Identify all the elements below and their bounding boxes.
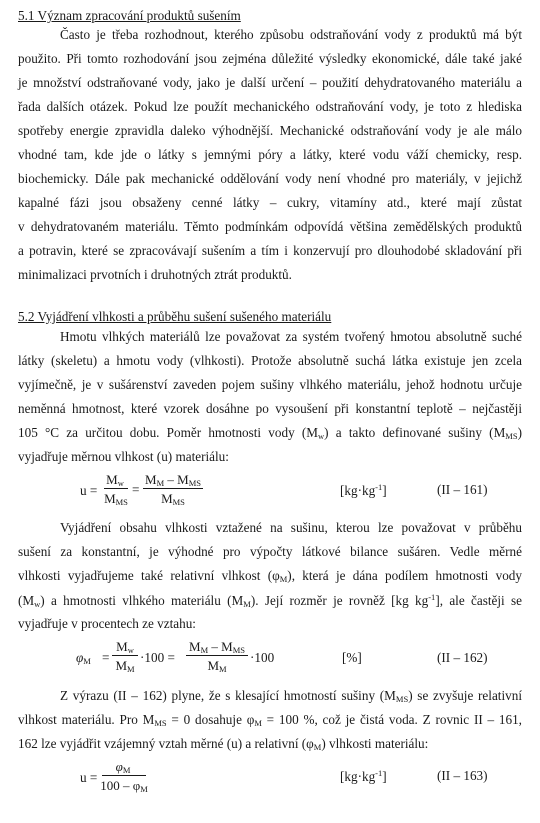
eq-numerator: $M_w$ <box>116 639 134 655</box>
fraction-bar <box>112 655 138 656</box>
eq-denominator: $100 - \varphi_M$ <box>100 778 148 794</box>
eq-number: (II – 162) <box>437 650 488 665</box>
paragraph-line: Hmotu vlhkých materiálů lze považovat za systém tvořený hmotou absolutně suché <box>60 329 522 344</box>
eq-multiplier: ·100 <box>250 650 275 665</box>
eq-numerator: $M_M - M_{MS}$ <box>189 639 245 655</box>
paragraph-line: vyjímečně, je v sušárenství zaveden pojem sušiny vlhkého materiálu, jehož hodnotu určuje <box>18 377 522 392</box>
paragraph-line: vyjadřuje měrnou vlhkost (u) materiálu: <box>18 449 229 464</box>
paragraph-line: biochemicky. Dále pak mechanické oddělování vody není vhodné pro materiály, v jejichž <box>18 171 522 186</box>
paragraph-line: Vyjádření obsahu vlhkosti vztažené na sušinu, kterou lze považovat v průběhu <box>60 520 522 535</box>
eq-unit: $[kg\cdot kg^{-1}]$ <box>340 768 387 784</box>
paragraph-line: neměnná hmotnost, které vzorek dosáhne po vysoušení při konstantní teplotě – nejčastěji <box>18 401 522 416</box>
eq-number: (II – 161) <box>437 482 488 497</box>
fraction-bar <box>102 775 146 776</box>
paragraph-line: minimalizaci prvotních i druhotných ztrát produktů. <box>18 267 292 282</box>
eq-numerator: $M_M - M_{MS}$ <box>145 472 201 488</box>
eq-unit: $[kg\cdot kg^{-1}]$ <box>340 482 387 498</box>
paragraph-line: vyjadřuje v procentech ze vztahu: <box>18 616 196 631</box>
paragraph-line: 105 °C za určitou dobu. Poměr hmotnosti vody $(M_w)$ a takto definované sušiny $(M_{MS})$ <box>18 425 522 441</box>
paragraph-line: látky (skeletu) a hmotu vody (vlhkosti). Protože absolutně suchá látka existuje jen zcela <box>18 353 522 368</box>
paragraph-line: řada dalších otázek. Pokud lze použít mechanického odstraňování vody, je toto z hlediska <box>18 99 522 114</box>
eq-unit: [%] <box>342 650 362 665</box>
eq-equals: = <box>132 482 140 497</box>
paragraph-line: a potravin, které se zpracovávají sušením a tím i konzervují pro dlouhodobé skladování při <box>18 243 522 258</box>
section-heading-5-1: 5.1 Význam zpracování produktů sušením <box>18 8 241 23</box>
paragraph-line: Z výrazu (II – 162) plyne, že s klesající hmotností sušiny $(M_{MS})$ se zvyšuje relativní <box>60 688 522 704</box>
paragraph-line: spotřeby energie zpravidla daleko výhodnější. Mechanické odstraňování vody je ale málo <box>18 123 522 138</box>
fraction-bar <box>186 655 248 656</box>
paragraph-line: $(M_w)$ a hmotnosti vlhkého materiálu $(M_M)$. Její rozměr je rovněž [kg $kg^{-1}$], ale častěji se <box>18 592 522 609</box>
eq-denominator: $M_M$ <box>115 658 135 674</box>
section-heading-5-2: 5.2 Vyjádření vlhkosti a průběhu sušení sušeného materiálu <box>18 309 332 324</box>
paragraph-line: vlhkosti vyjadřujeme také relativní vlhkost $(\varphi_M)$, která je dána podílem hmotnosti vody <box>18 568 522 584</box>
eq-lhs: u = <box>80 483 98 498</box>
eq-number: (II – 163) <box>437 768 488 783</box>
eq-numerator: $\varphi_M$ <box>115 759 131 775</box>
paragraph-line: je množství odstraňované vody, jako je další určení – použití dehydratovaného materiálu a <box>18 75 522 90</box>
eq-numerator: $M_w$ <box>106 472 124 488</box>
fraction-bar <box>143 488 203 489</box>
paragraph-line: kapalné fázi jsou obsaženy cenné látky – cukry, vitamíny atd., které mají zůstat <box>18 195 522 210</box>
eq-multiplier: ·100 = <box>140 650 175 665</box>
fraction-bar <box>104 488 128 489</box>
eq-denominator: $M_{MS}$ <box>161 491 185 507</box>
paragraph-line: použito. Při tomto rozhodování jsou zejména důležité výsledky ekonomické, dále také jaké <box>18 51 522 66</box>
paragraph-line: sušení za konstantní, je výhodné pro výpočty látkové bilance sušáren. Vedle měrné <box>18 544 522 559</box>
eq-denominator: $M_{MS}$ <box>104 491 128 507</box>
paragraph-line: 162 lze vyjádřit vzájemný vztah měrné (u) a relativní $(\varphi_M)$ vlhkosti materiálu: <box>18 736 429 752</box>
paragraph-line: v dehydratovaném materiálu. Těmto podmínkám odpovídá většina zemědělských produktů <box>18 219 522 234</box>
paragraph-line: Často je třeba rozhodnout, kterého způsobu odstraňování vody z produktů má být <box>60 27 522 42</box>
paragraph-line: vlhkost materiálu. Pro $M_{MS} = 0$ dosahuje $\varphi_M = 100$ %, což je čistá voda. Z rovnic II – 161, <box>18 712 522 728</box>
eq-equals: = <box>102 650 110 665</box>
eq-lhs: u = <box>80 770 98 785</box>
eq-denominator: $M_M$ <box>207 658 227 674</box>
eq-lhs: $\varphi_M$ <box>76 650 91 666</box>
paragraph-line: vhodné tam, kde jde o látky s jemnými póry a látky, které vodu váží chemicky, resp. <box>18 147 522 162</box>
